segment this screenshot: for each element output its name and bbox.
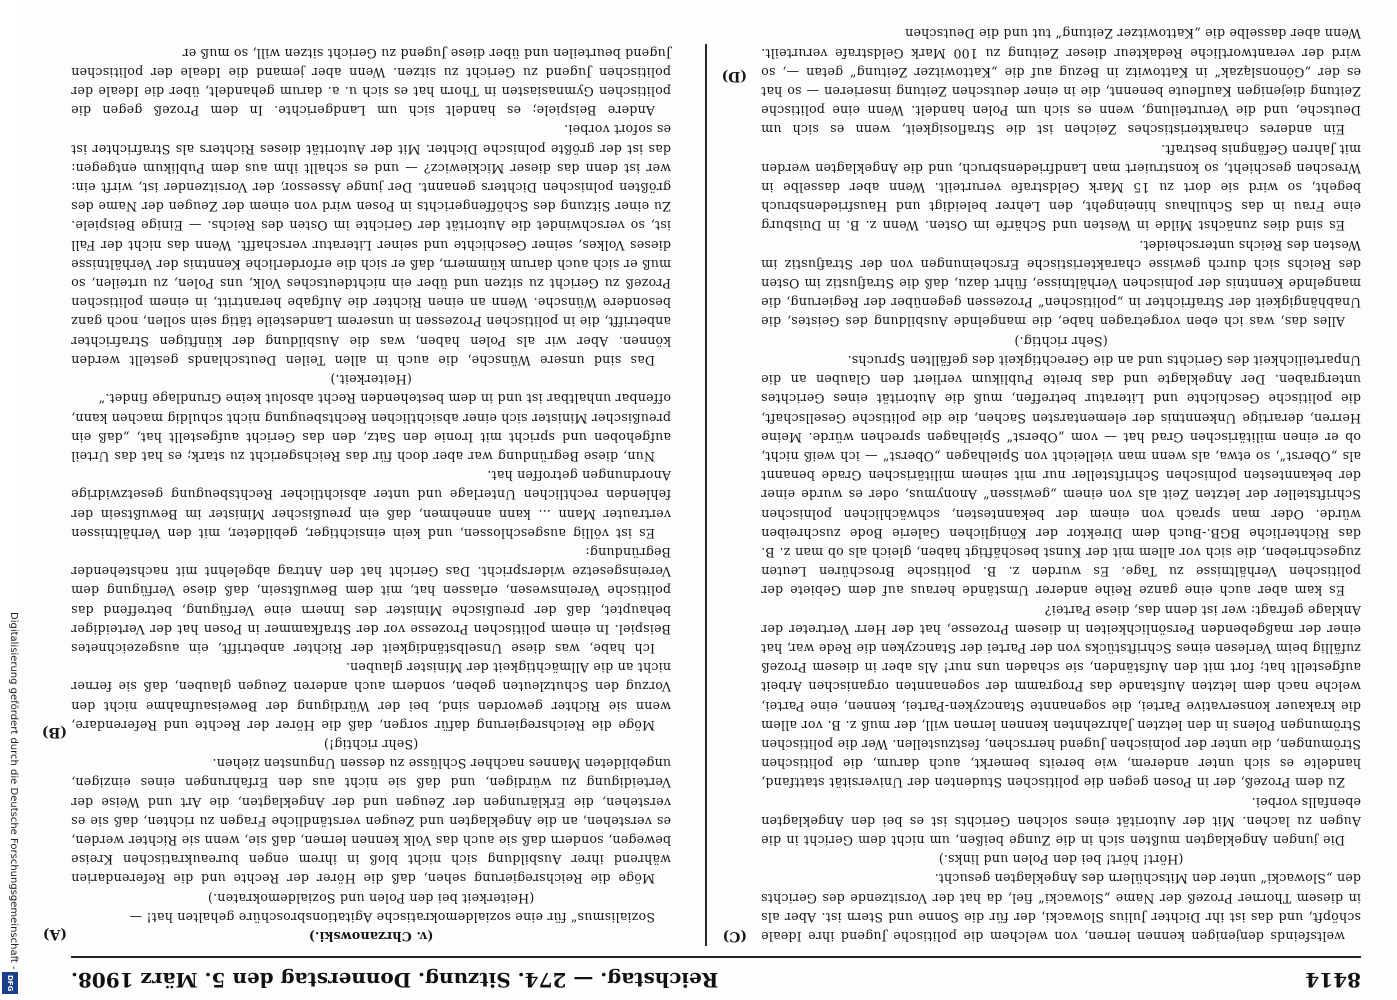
paragraph: Die jungen Angeklagten mußten sich in die Zunge beißen, um nicht dem Gericht in die Augen zu lachen. Mit der Autorität eines solchen Gerichts ist es bei den Angeklagten ebenfalls vorbei. xyxy=(761,794,1361,848)
paragraph: Möge die Reichsregierung sehen, daß die Hörer der Rechte und die Referendarien während ihrer Ausbildung sich nicht bloß in ihrem engen bureaukratischen Kreise bewegen, sondern daß sie auch das Volk kennen lernen, daß sie, wenn sie Richter werden, es verstehen, an die Angeklagten und Zeugen verständliche Fragen zu richten, daß sie es verstehen, die Erklärungen der Zeugen und der Angeklagten, die Art und Weise der Verteidigung zu würdigen, und daß sie nicht aus den Erfahrungen eines einzigen, ungebildeten Mannes nachher Schlüsse zu dessen Ungunsten ziehen. xyxy=(71,756,671,887)
interjection: (Sehr richtig.) xyxy=(1014,333,1108,349)
margin-marker-d: (D) xyxy=(721,68,747,84)
header-rule xyxy=(71,956,1361,958)
paragraph: Es kam aber auch eine ganze Reihe anderer Umstände heraus auf dem Gebiete der politischen Verhältnisse zu Tage. Es wurden z. B. politische Broschüren Leuten zugeschrieben, die sich vor allem mit der Kunst beschäftigt haben, gleich als ob man z. B. das Richterliche BGB.-Buch dem Direktor der Königlichen Galerie Bode zuschreiben würde. Oder man sprach von einem der bekanntesten, schwächlichen polnischen Schriftsteller der letzten Zeit als von einem „gewissen“ Anonymus, oder es wurde einer der bekanntesten polnischen Schriftsteller nur mit seinem militärischen Grade benannt als „Oberst“, so etwa, als wenn man vielleicht von Spielhagen „Oberst“ — ich weiß nicht, ob er einen militärischen Grad hat — vom „Oberst“ Spielhagen sprechen würde. Meine Herren, derartige Unkenntnis der elementarsten Sachen, die die politische Gesellschaft, die politische Geschichte und Literatur betreffen, muß die Autorität eines Gerichtes untergraben. Der Angeklagte und das breite Publikum verliert den Glauben an die Unparteilichkeit des Gerichts und an die Gerechtigkeit des gefällten Spruchs. xyxy=(761,352,1361,599)
paragraph: Das sind unsere Wünsche, die auch in allen Teilen Deutschlands gestellt werden können. Aber wir als Polen haben, was die Ausbildung der künftigen Strafrichter anbetrifft, die in politischen Prozessen in unserem Landesteile tätig sein sollen, noch ganz besondere Wünsche. Wenn an einen Richter die Aufgabe herantritt, in einem politischen Prozeß zu Gericht zu sitzen und über ein nichtdeutsches Volk, uns Polen, zu urteilen, so muß er sich auch darum kümmern, daß er sich die erforderliche Kenntnis der Verhältnisse dieses Volkes, seiner Geschichte und seiner Literatur verschafft. Wenn das nicht der Fall ist, so verschwindet die Autorität der Gerichte im Osten des Reichs. — Einige Beispiele. Zu einer Sitzung des Schöffengerichts in Posen wird von einem der Zeugen der Name des größten polnischen Dichters genannt. Der junge Assessor, der Vorsitzender ist, wirft ein: wer ist denn das dieser Mickiewicz? — und es schallt ihm aus dem Publikum entgegen: das ist der größte polnische Dichter. Mit der Autorität dieses Richters als Strafrichter ist es sofort vorbei. xyxy=(71,122,671,368)
left-column xyxy=(761,26,1361,946)
column-divider xyxy=(705,44,707,946)
paragraph: Möge die Reichsregierung dafür sorgen, daß die Hörer der Rechte und Referendare, wenn sie Richter geworden sind, bei der Würdigung der Beweisaufnahme nicht den Vorzug den Schutzleuten geben, sondern auch anderen Zeugen glauben, daß sie ferner nicht an die Allmächtigkeit der Minister glauben. xyxy=(71,660,671,733)
paragraph: Ich habe, was diese Unselbständigkeit der Richter anbetrifft, ein ausgezeichnetes Beispiel. In einem politischen Prozesse vor der Strafkammer in Posen hat der Verteidiger behauptet, daß der preußische Minister des Innern eine Verfügung, betreffend das politische Vereinswesen, erlassen hat, mit dem Bewußtsein, daß diese Verfügung dem Vereinsgesetze widerspricht. Das Gericht hat den Antrag abgelehnt mit nachstehender Begründung: xyxy=(71,544,671,656)
dfg-logo: DFG xyxy=(2,972,18,994)
paragraph: Es sind dies zunächst Milde in Westen und Schärfe im Osten. Wenn z. B. in Duisburg eine Frau in das Schulhaus hineingeht, den Lehrer beleidigt und Hausfriedensbruch begeht, so wird sie dort zu 15 Mark Geldstrafe verurteilt. Wenn aber dasselbe in Wreschen geschieht, so konstruiert man Landfriedensbruch, und die Angeklagten werden mit Jahren Gefängnis bestraft. xyxy=(761,141,1361,234)
paragraph: Nun, diese Begründung war aber doch für das Reichsgericht zu stark; es hat das Urteil aufgehoben und spricht mit Ironie den Satz, den das Gericht aufgestellt hat, „daß ein preußischer Minister sich einer absichtlichen Rechtsbeugung nicht schuldig machen kann, offenbar unhaltbar ist und in dem bestehenden Recht absolut keine Grundlage findet.“ xyxy=(71,391,671,464)
margin-marker-a: (A) xyxy=(42,926,67,942)
paragraph: Zu dem Prozeß, der in Posen gegen die politischen Studenten der Universität stattfand, handelte es sich unter anderem, wie bereits bemerkt, auch darum, die politischen Strömungen, die unter der polnischen Jugend herrschen, festzustellen. Wer die politischen Strömungen Polens in den letzten Jahrzehnten kennen lernen will, der muß z. B. vor allem die krakauer konservative Partei, die sogenannte Stanczyken-Partei, kennen, eine Partei, welche nach dem letzten Aufstande das Programm der sogenannten organischen Arbeit aufgestellt hat; fort mit den Aufständen, sie schaden uns nur! Als aber in diesem Prozeß zufällig beim Verlesen eines Schriftstücks von der Partei der Stanczyken die Rede war, hat einer der maßgebenden Persönlichkeiten in diesem Prozesse, hat der Herr Vertreter der Anklage gefragt: wer ist denn das, diese Partei? xyxy=(761,602,1361,791)
page-number: 8414 xyxy=(1305,968,1361,992)
paragraph: Andere Beispiele; es handelt sich um Landgerichte. In dem Prozeß gegen die politischen Gymnasiasten in Thorn hat es sich u. a. darum gehandelt, über die Ideale der politischen Jugend zu Gericht zu sitzen. Wenn aber jemand die Ideale der politischen Jugend beurteilen und über diese Jugend zu Gericht sitzen will, so muß er xyxy=(71,45,671,119)
paragraph: Sozialismus“ für eine sozialdemokratische Agitationsbroschüre gehalten hat! — xyxy=(129,909,655,925)
page-title: Reichstag. — 274. Sitzung. Donnerstag den 5. März 1908. xyxy=(71,968,719,992)
paragraph: Es ist völlig ausgeschlossen, und kein einsichtiger, gebildeter, mit den Verhältnissen vertrauter Mann ... kann annehmen, daß ein preußischer Minister im Bewußtsein der fehlenden rechtlichen Unterlage und unter absichtlicher Rechtsbeugung gesetzwidrige Anordnungen getroffen hat. xyxy=(71,468,671,541)
digitization-attribution: Digitalisierung gefördert durch die Deutsche Forschungsgemeinschaft - xyxy=(8,612,19,970)
interjection: (Hört! hört! bei den Polen und links.) xyxy=(938,852,1184,868)
interjection: (Heiterkeit bei den Polen und Sozialdemokraten.) xyxy=(207,890,535,906)
paragraph: weltsfeinds denjenigen kennen lernen, von welchem die politische Jugend ihre Ideale schöpft, und das ist ihr Dichter Julius Slowacki, der für die Sonne und Stern ist. Aber als in diesem Thorner Prozeß der Name „Slowacki“ fiel, da hat der Vorsitzende des Gerichts den „Slowacki“ unter den Mitschülern des Angeklagten gesucht. xyxy=(761,871,1361,944)
paragraph: Ein anderes charakteristisches Zeichen ist die Straflosigkeit, wenn es sich um Deutsche, und die Verurteilung, wenn es sich um Polen handelt. Wenn eine politische Zeitung diejenigen Kaufleute benennt, die in einer deutschen Zeitung inserieren — so hat es der „Gónonslązak“ in Kattowitz in Bezug auf die „Kattowitzer Zeitung“ getan —, so wird der verantwortliche Redakteur dieser Zeitung zu 100 Mark Geldstrafe verurteilt. Wenn aber dasselbe die „Kattowitzer Zeitung“ tut und die Deutschen xyxy=(761,26,1361,138)
paragraph: Alles das, was ich eben vorgetragen habe, die mangelnde Ausbildung des Geistes, die Unabhängigkeit der Strafrichter in „politischen“ Prozessen gegenüber der Regierung, die mangelnde Kenntnis der polnischen Verhältnisse, führt dazu, daß die Strafjustiz im Osten des Reichs sich durch gewisse charakteristische Erscheinungen von der Strafjustiz im Westen des Reichs unterscheidet. xyxy=(761,237,1361,330)
interjection: (v. Chrzanowski.) xyxy=(308,929,434,944)
right-column xyxy=(71,36,671,946)
margin-marker-c: (C) xyxy=(722,928,747,944)
margin-marker-b: (B) xyxy=(41,724,67,740)
interjection: (Heiterkeit.) xyxy=(330,372,412,388)
running-head xyxy=(71,960,1361,1000)
interjection: (Sehr richtig!) xyxy=(323,736,419,752)
